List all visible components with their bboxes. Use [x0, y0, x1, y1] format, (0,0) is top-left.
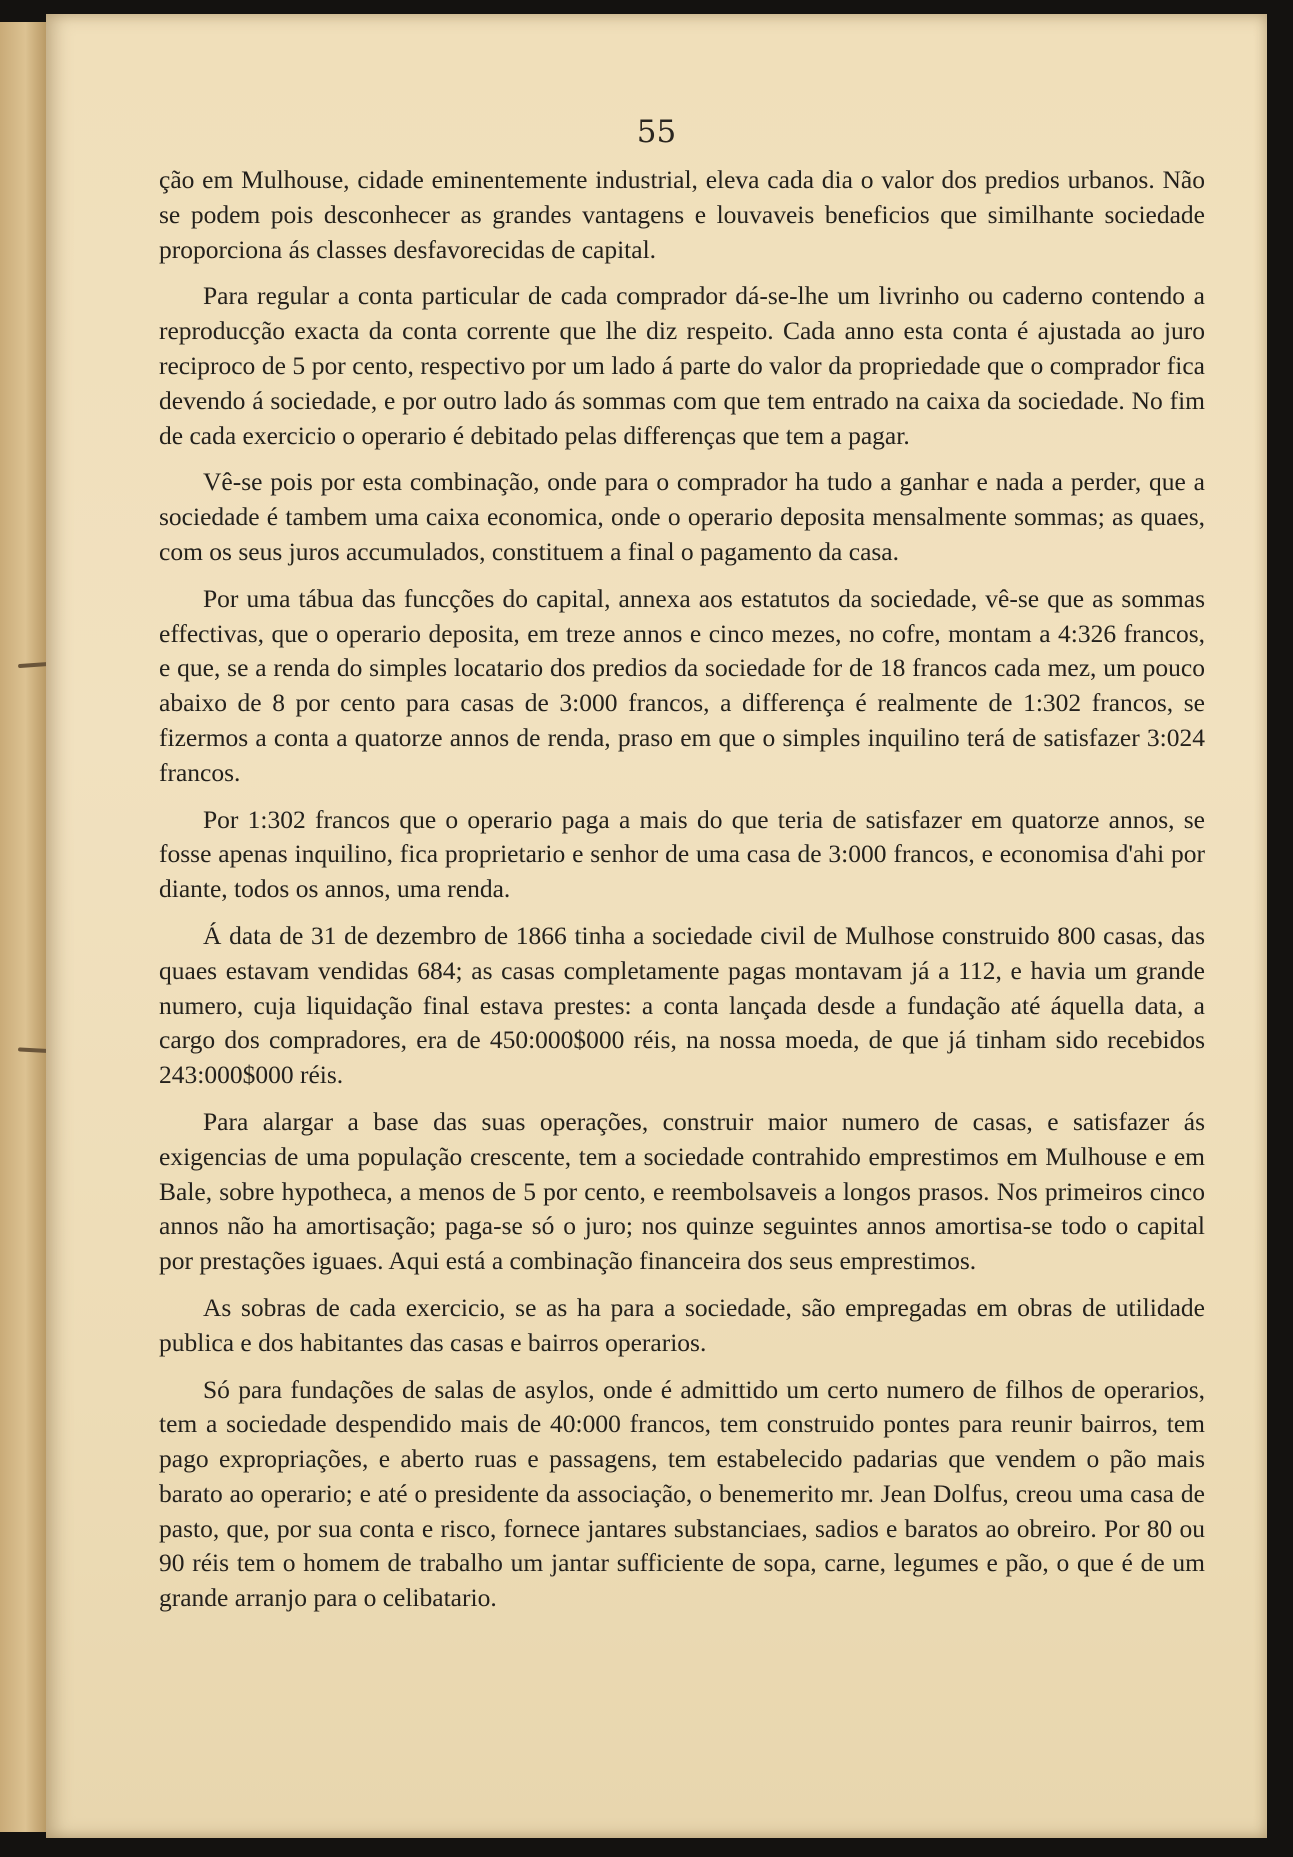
- paragraph: Para alargar a base das suas operações, construir maior numero de casas, e satisfazer ás exigencias de uma população crescente, tem a sociedade contrahido emprestimos em Mulhouse e em Bale, sobre hypotheca, a menos de 5 por cento, e reembolsaveis a longos prasos. Nos primeiros cinco annos não ha amortisação; paga-se só o juro; nos quinze seguintes annos amortisa-se todo o capital por prestações iguaes. Aqui está a combinação financeira dos seus emprestimos.: [159, 1106, 1205, 1276]
- paragraph: Para regular a conta particular de cada comprador dá-se-lhe um livrinho ou caderno contendo a reproducção exacta da conta corrente que lhe diz respeito. Cada anno esta conta é ajustada ao juro reciproco de 5 por cento, respectivo por um lado á parte do valor da propriedade que o comprador fica devendo á sociedade, e por outro lado ás sommas com que tem entrado na caixa da sociedade. No fim de cada exercicio o operario é debitado pelas differenças que tem a pagar.: [159, 281, 1205, 450]
- page-body: [159, 163, 1205, 1616]
- paragraph: Vê-se pois por esta combinação, onde para o comprador ha tudo a ganhar e nada a perder, que a sociedade é tambem uma caixa economica, onde o operario deposita mensalmente sommas; as quaes, com os seus juros accumulados, constituem a final o pagamento da casa.: [159, 467, 1205, 566]
- paragraph: ção em Mulhouse, cidade eminentemente industrial, eleva cada dia o valor dos predios urbanos. Não se podem pois desconhecer as grandes vantagens e louvaveis beneficios que similhante sociedade proporciona ás classes desfavorecidas de capital.: [159, 165, 1205, 264]
- paragraph: Por uma tábua das funcções do capital, annexa aos estatutos da sociedade, vê-se que as sommas effectivas, que o operario deposita, em treze annos e cinco mezes, no cofre, montam a 4:326 francos, e que, se a renda do simples locatario dos predios da sociedade for de 18 francos cada mez, um pouco abaixo de 8 por cento para casas de 3:000 francos, a differença é realmente de 1:302 francos, se fizermos a conta a quatorze annos de renda, praso em que o simples inquilino terá de satisfazer 3:024 francos.: [159, 583, 1205, 787]
- paragraph: Á data de 31 de dezembro de 1866 tinha a sociedade civil de Mulhose construido 800 casas, das quaes estavam vendidas 684; as casas completamente pagas montavam já a 112, e havia um grande numero, cuja liquidação final estava prestes: a conta lançada desde a fundação até áquella data, a cargo dos compradores, era de 450:000$000 réis, na nossa moeda, de que já tinham sido recebidos 243:000$000 réis.: [159, 920, 1205, 1090]
- facing-page-edge: [0, 22, 48, 1832]
- book-page: [46, 14, 1267, 1838]
- paragraph: Só para fundações de salas de asylos, onde é admittido um certo numero de filhos de operarios, tem a sociedade despendido mais de 40:000 francos, tem construido pontes para reunir bairros, tem pago expropriações, e aberto ruas e passagens, tem estabelecido padarias que vendem o pão mais barato ao operario; e até o presidente da associação, o benemerito mr. Jean Dolfus, creou uma casa de pasto, que, por sua conta e risco, fornece jantares substanciaes, sadios e baratos ao obreiro. Por 80 ou 90 réis tem o homem de trabalho um jantar sufficiente de sopa, carne, legumes e pão, o que é de um grande arranjo para o celibatario.: [159, 1374, 1205, 1613]
- page-number: 55: [636, 114, 677, 150]
- paragraph: As sobras de cada exercicio, se as ha para a sociedade, são empregadas em obras de utilidade publica e dos habitantes das casas e bairros operarios.: [159, 1292, 1205, 1357]
- paragraph: Por 1:302 francos que o operario paga a mais do que teria de satisfazer em quatorze annos, se fosse apenas inquilino, fica proprietario e senhor de uma casa de 3:000 francos, e economisa d'ahi por diante, todos os annos, uma renda.: [159, 804, 1205, 904]
